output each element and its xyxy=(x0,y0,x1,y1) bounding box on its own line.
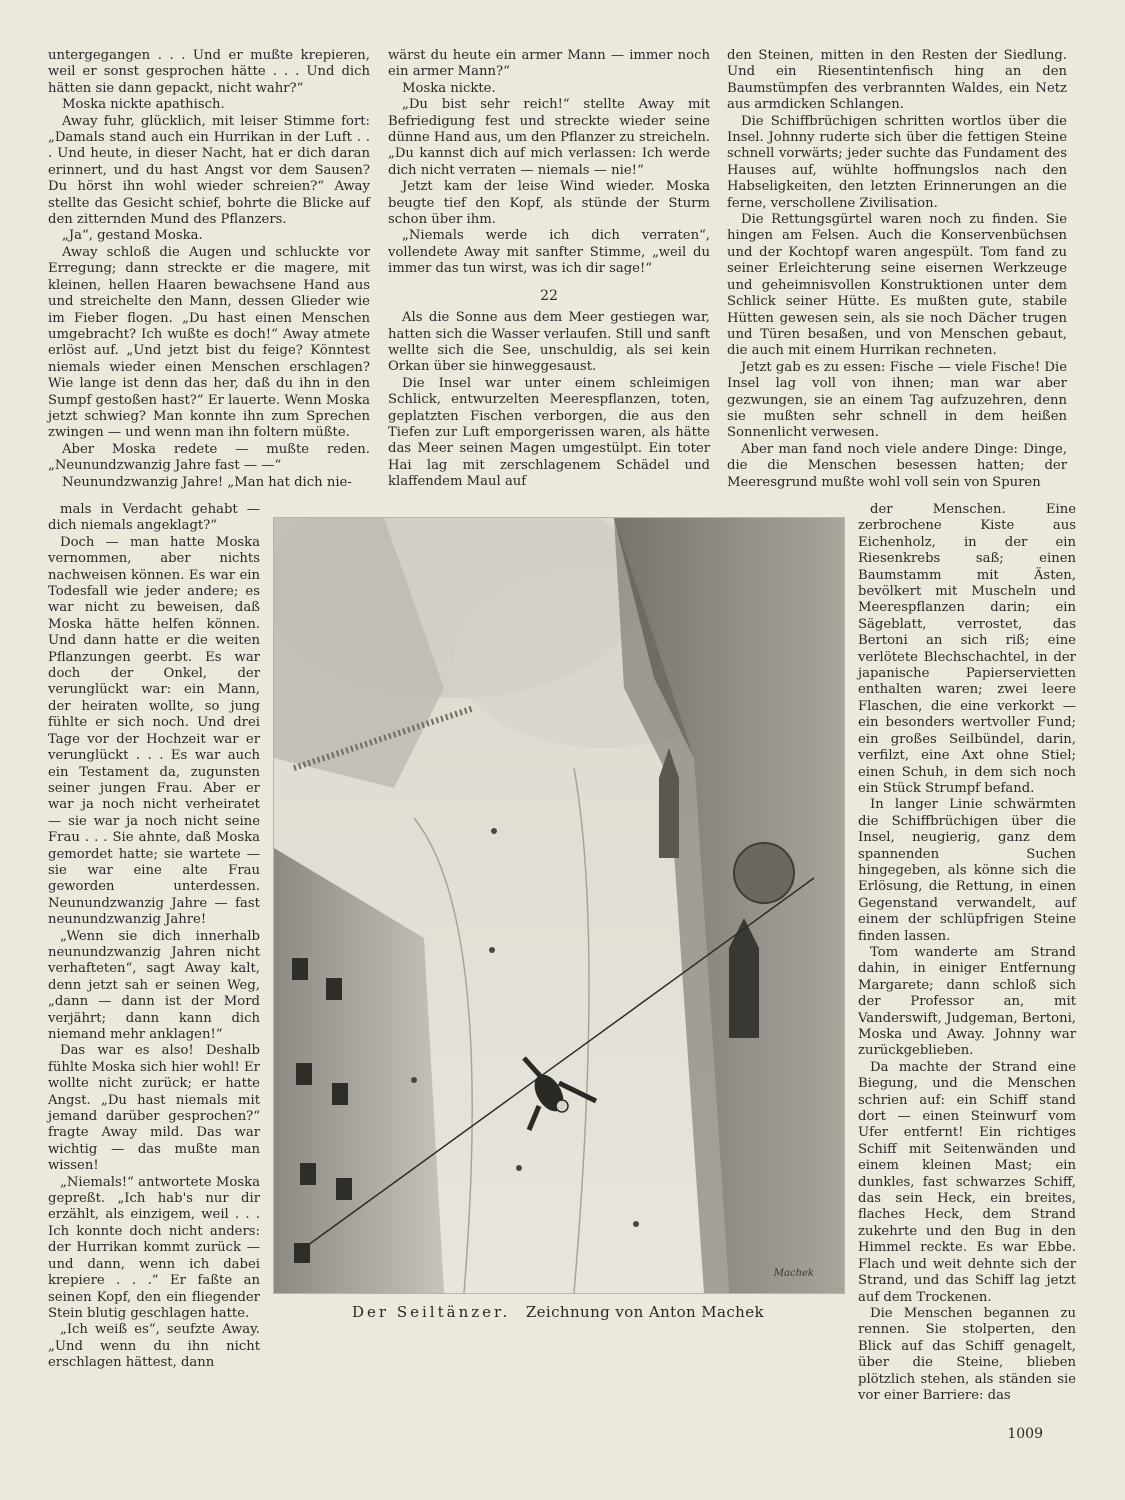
paragraph: mals in Verdacht gehabt — dich niemals angeklagt?“ xyxy=(48,502,260,534)
paragraph: In langer Linie schwärmten die Schiffbrüchigen über die Insel, neugierig, ganz dem spannenden Suchen hingegeben, als könne sich die Erlösung, die Rettung, in einen Gegenstand verwandelt, auf einem der schlüpfrigen Steine finden lassen. xyxy=(858,797,1076,944)
paragraph: Moska nickte apathisch. xyxy=(62,97,225,113)
caption-credit: Zeichnung von Anton Machek xyxy=(525,1303,764,1321)
artist-signature: Machek xyxy=(773,1268,814,1279)
paragraph: „Wenn sie dich innerhalb neunundzwanzig Jahren nicht verhafteten“, sagt Away kalt, denn jetzt sah er seinen Weg, „dann — dann ist der Mord verjährt; dann kann dich niemand mehr anklagen!“ xyxy=(48,928,260,1042)
paragraph: Die Insel war unter einem schleimigen Schlick, entwurzelten Meerespflanzen, toten, geplatzten Fischen verborgen, die aus den Tiefen zur Luft emporgerissen waren, als hätte das Meer seinen Magen umgestülpt. Ein toter Hai lag mit zerschlagenem Schädel und klaffendem Maul auf xyxy=(388,375,710,490)
page-number: 1009 xyxy=(1007,1426,1043,1442)
column-1-bottom xyxy=(48,502,260,1372)
paragraph: Die Schiffbrüchigen schritten wortlos über die Insel. Johnny ruderte sich über die fettigen Steine schnell vorwärts; jeder suchte das Fundament des Hauses auf, wühlte hoffnungslos nach den Habseligkeiten, den letzten Erinnerungen an die ferne, verschollene Zivilisation. xyxy=(727,113,1067,211)
column-3-top xyxy=(727,48,1067,491)
paragraph: Die Menschen begannen zu rennen. Sie stolperten, den Blick auf das Schiff genagelt, über die Steine, blieben plötzlich stehen, als ständen sie vor einer Barriere: das xyxy=(858,1305,1076,1403)
figure-caption xyxy=(273,1303,843,1321)
paragraph: Away schloß die Augen und schluckte vor Erregung; dann streckte er die magere, mit kleinen, hellen Haaren bewachsene Hand aus und streichelte den Mann, dessen Glieder wie im Fieber flogen. „Du hast einen Menschen umgebracht? Ich wußte es doch!“ Away atmete erlöst auf. „Und jetzt bist du feige? Könntest niemals wieder einen Menschen erschlagen? Wie lange ist denn das her, daß du ihn in den Sumpf gestoßen hast?“ Er lauerte. Wenn Moska jetzt schwieg? Man konnte ihn zum Sprechen zwingen — und wenn man ihn foltern müßte. xyxy=(48,244,370,441)
paragraph: Neunundzwanzig Jahre! „Man hat dich nie- xyxy=(62,474,352,490)
paragraph: Moska nickte. xyxy=(402,80,496,96)
paragraph: Jetzt kam der leise Wind wieder. Moska beugte tief den Kopf, als stünde der Sturm schon über ihm. xyxy=(388,179,710,228)
column-1-top xyxy=(48,48,370,491)
paragraph: den Steinen, mitten in den Resten der Siedlung. Und ein Riesentintenfisch hing an den Baumstümpfen des verbrannten Waldes, ein Netz aus armdicken Schlangen. xyxy=(727,48,1067,113)
paragraph: Tom wanderte am Strand dahin, in einiger Entfernung Margarete; dann schloß sich der Professor an, mit Vanderswift, Judgeman, Bertoni, Moska und Away. Johnny war zurückgeblieben. xyxy=(858,944,1076,1059)
illustration-tightrope-walker xyxy=(273,517,845,1294)
paragraph: „Ich weiß es“, seufzte Away. „Und wenn du ihn nicht erschlagen hättest, dann xyxy=(48,1322,260,1371)
paragraph: Aber man fand noch viele andere Dinge: Dinge, die die Menschen besessen hatten; der Meeresgrund mußte wohl voll sein von Spuren xyxy=(727,441,1067,490)
paragraph: Aber Moska redete — mußte reden. „Neunundzwanzig Jahre fast — —“ xyxy=(48,441,370,474)
paragraph: Die Rettungsgürtel waren noch zu finden. Sie hingen am Felsen. Auch die Konservenbüchsen und der Kochtopf waren angespült. Tom fand zu seiner Erleichterung seine eisernen Werkzeuge und geheimnisvollen Konstruktionen unter dem Schlick seiner Hütte. Es mußten gute, stabile Hütten gewesen sein, als sie noch Dächer trugen und Türen besaßen, und von Menschen gebaut, die auch mit einem Hurrikan rechneten. xyxy=(727,212,1067,359)
paragraph: der Menschen. Eine zerbrochene Kiste aus Eichenholz, in der ein Riesenkrebs saß; einen Baumstamm mit Ästen, bevölkert mit Muscheln und Meerespflanzen darin; ein Sägeblatt, verrostet, das Bertoni an sich riß; eine verlötete Blechschachtel, in der japanische Papierservietten enthalten waren; zwei leere Flaschen, die eine verkorkt — ein besonders wertvoller Fund; ein großes Seilbündel, darin, verfilzt, eine Axt ohne Stiel; einen Schuh, in dem sich noch ein Stück Strumpf befand. xyxy=(858,502,1076,796)
column-2 xyxy=(388,48,710,491)
paragraph: untergegangen . . . Und er mußte krepieren, weil er sonst gesprochen hätte . . . Und dich hätten sie dann gepackt, nicht wahr?“ xyxy=(48,48,370,96)
paragraph: Jetzt gab es zu essen: Fische — viele Fische! Die Insel lag voll von ihnen; man war aber gezwungen, sie an einem Tag aufzuzehren, denn sie mußten sehr schnell in dem heißen Sonnenlicht verwesen. xyxy=(727,359,1067,441)
rose-window-icon xyxy=(734,843,794,903)
paragraph: Da machte der Strand eine Biegung, und die Menschen schrien auf: ein Schiff stand dort — einen Steinwurf vom Ufer entfernt! Ein richtiges Schiff mit Seitenwänden und einem kleinen Mast; ein dunkles, fast schwarzes Schiff, das sein Heck, ein breites, flaches Heck, dem Strand zukehrte und den Bug in den Himmel reckte. Es war Ebbe. Flach und weit dehnte sich der Strand, und das Schiff lag jetzt auf dem Trockenen. xyxy=(858,1059,1076,1305)
paragraph: Away fuhr, glücklich, mit leiser Stimme fort: „Damals stand auch ein Hurrikan in der Luft . . . Und heute, in dieser Nacht, hat er dich daran erinnert, und du hast Angst vor dem Sausen? Du hörst ihn wohl wieder schreien?“ Away stellte das Gesicht schief, bohrte die Blicke auf den zitternden Mund des Pflanzers. xyxy=(48,113,370,228)
drawing xyxy=(274,518,844,1293)
caption-title: Der Seiltänzer. xyxy=(352,1303,511,1321)
chapter-number: 22 xyxy=(540,287,558,304)
paragraph: „Niemals!“ antwortete Moska gepreßt. „Ich hab's nur dir erzählt, als einzigem, weil . . . Ich konnte doch nicht anders: der Hurrikan kommt zurück — und dann, wenn ich dabei krepiere . . .“ Er faßte an seinen Kopf, den ein fliegender Stein blutig geschlagen hatte. xyxy=(48,1174,260,1321)
paragraph: wärst du heute ein armer Mann — immer noch ein armer Mann?“ xyxy=(388,48,710,80)
paragraph: „Niemals werde ich dich verraten“, vollendete Away mit sanfter Stimme, „weil du immer das tun wirst, was ich dir sage!“ xyxy=(388,228,710,277)
paragraph: „Du bist sehr reich!“ stellte Away mit Befriedigung fest und streckte wieder seine dünne Hand aus, um den Pflanzer zu streicheln. „Du kannst dich auf mich verlassen: Ich werde dich nicht verraten — niemals — nie!“ xyxy=(388,97,710,178)
paragraph: Doch — man hatte Moska vernommen, aber nichts nachweisen können. Es war ein Todesfall wie jeder andere; es war nicht zu beweisen, daß Moska hätte helfen können. Und dann hatte er die weiten Pflanzungen geerbt. Es war doch der Onkel, der verunglückt war: ein Mann, der heiraten wollte, so jung fühlte er sich noch. Und drei Tage vor der Hochzeit war er verunglückt . . . Es war auch ein Testament da, zugunsten seiner jungen Frau. Aber er war ja noch nicht verheiratet — sie war ja noch nicht seine Frau . . . Sie ahnte, daß Moska gemordet hatte; sie wartete — sie war eine alte Frau geworden unterdessen. Neunundzwanzig Jahre — fast neunundzwanzig Jahre! xyxy=(48,534,260,928)
paragraph: Das war es also! Deshalb fühlte Moska sich hier wohl! Er wollte nicht zurück; er hatte Angst. „Du hast niemals mit jemand darüber gesprochen?“ fragte Away mild. Das war wichtig — das mußte man wissen! xyxy=(48,1043,260,1174)
paragraph: Als die Sonne aus dem Meer gestiegen war, hatten sich die Wasser verlaufen. Still und sanft wellte sich die See, unschuldig, als sei kein Orkan über sie hinweggesaust. xyxy=(388,310,710,375)
paragraph: „Ja“, gestand Moska. xyxy=(62,228,203,244)
column-3-bottom xyxy=(858,502,1076,1404)
